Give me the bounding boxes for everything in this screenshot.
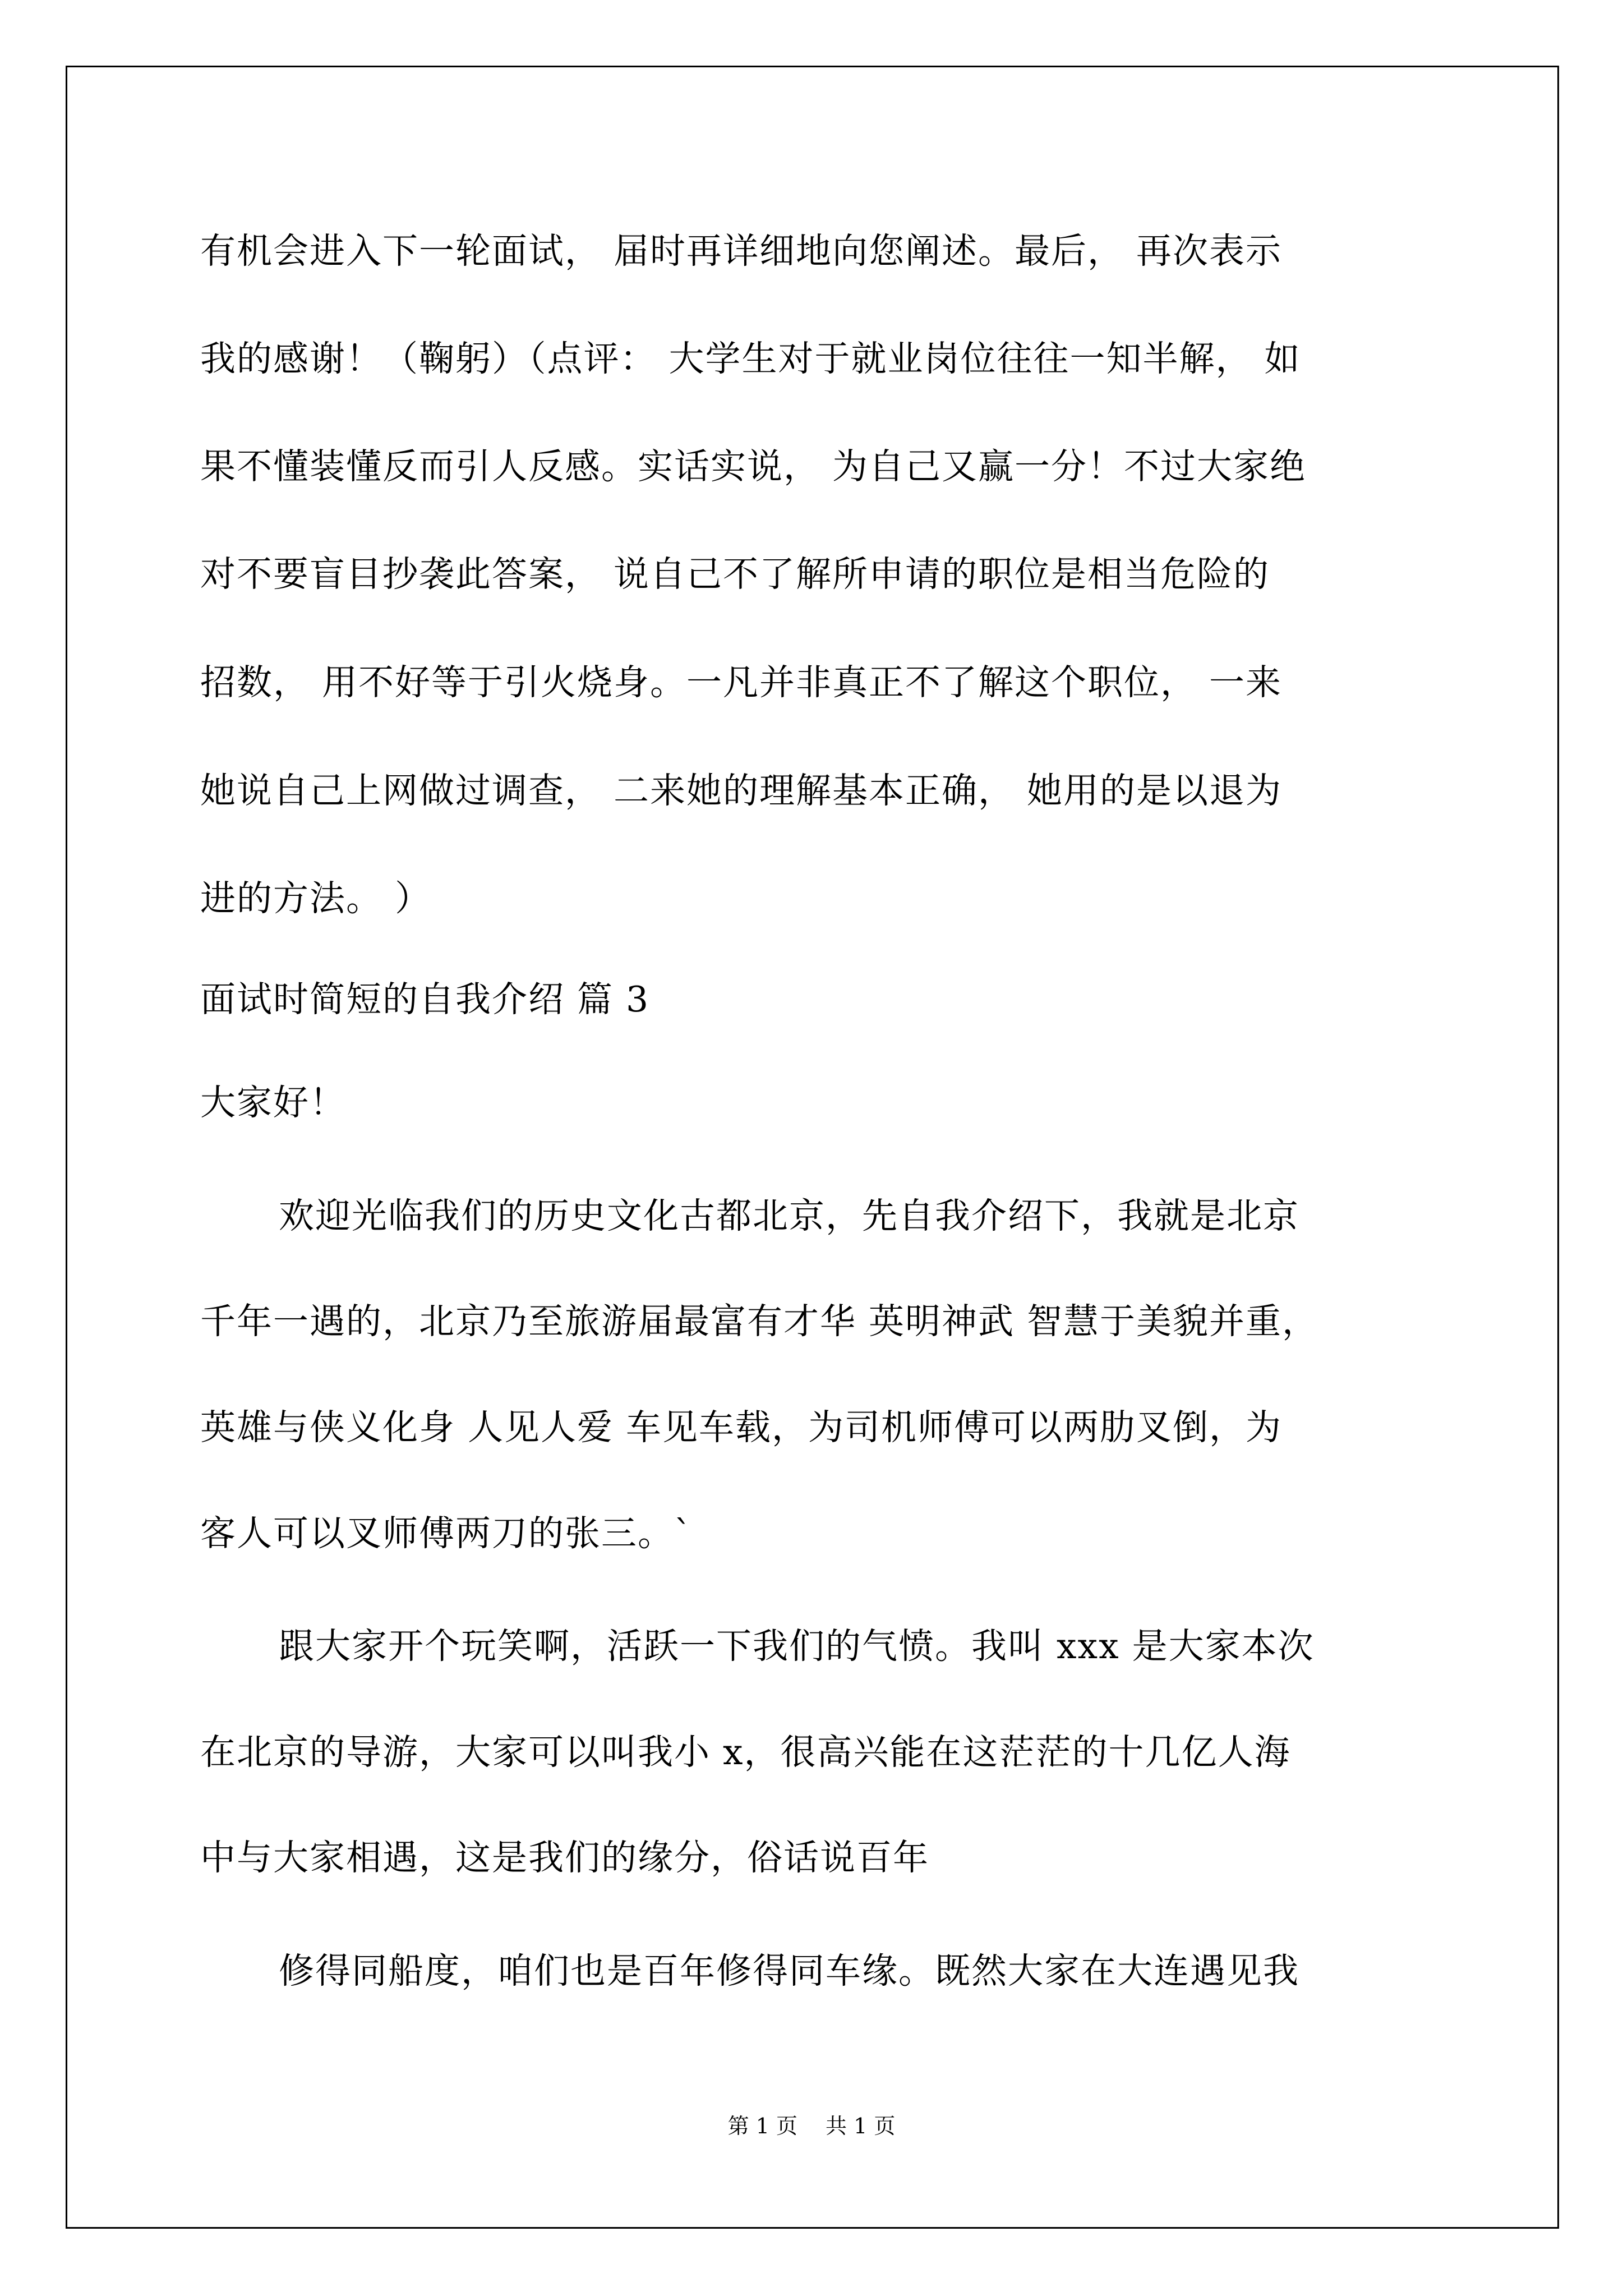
text-line: 在北京的导游，大家可以叫我小 x，很高兴能在这茫茫的十几亿人海 (200, 1732, 1291, 1773)
text-line: 果不懂装懂反而引人反感。实话实说， 为自己又赢一分！不过大家绝 (200, 446, 1307, 487)
page-number-footer: 第 1 页 共 1 页 (727, 2114, 896, 2138)
text-line: 修得同船度，咱们也是百年修得同车缘。既然大家在大连遇见我 (279, 1950, 1299, 1991)
text-line: 对不要盲目抄袭此答案， 说自己不了解所申请的职位是相当危险的 (200, 554, 1270, 595)
text-line: 客人可以叉师傅两刀的张三。` (200, 1513, 693, 1554)
text-line: 我的感谢！（鞠躬）（点评： 大学生对于就业岗位往往一知半解， 如 (200, 338, 1301, 379)
text-line: 招数， 用不好等于引火烧身。一凡并非真正不了解这个职位， 一来 (200, 662, 1283, 703)
text-line: 千年一遇的，北京乃至旅游届最富有才华 英明神武 智慧于美貌并重， (200, 1301, 1319, 1342)
text-line: 英雄与侠义化身 人见人爱 车见车载，为司机师傅可以两肋叉倒，为 (200, 1407, 1283, 1448)
text-line: 跟大家开个玩笑啊，活跃一下我们的气愤。我叫 xxx 是大家本次 (279, 1626, 1315, 1667)
text-line: 进的方法。 ） (200, 878, 432, 919)
text-line: 她说自己上网做过调查， 二来她的理解基本正确， 她用的是以退为 (200, 770, 1283, 811)
text-line: 中与大家相遇，这是我们的缘分，俗话说百年 (200, 1837, 929, 1878)
page-border (66, 66, 1559, 2229)
text-line: 有机会进入下一轮面试， 届时再详细地向您阐述。最后， 再次表示 (200, 231, 1283, 272)
text-line: 欢迎光临我们的历史文化古都北京，先自我介绍下，我就是北京 (279, 1195, 1299, 1236)
greeting-line: 大家好！ (200, 1082, 346, 1123)
section-heading: 面试时简短的自我介绍 篇 3 (200, 979, 650, 1020)
